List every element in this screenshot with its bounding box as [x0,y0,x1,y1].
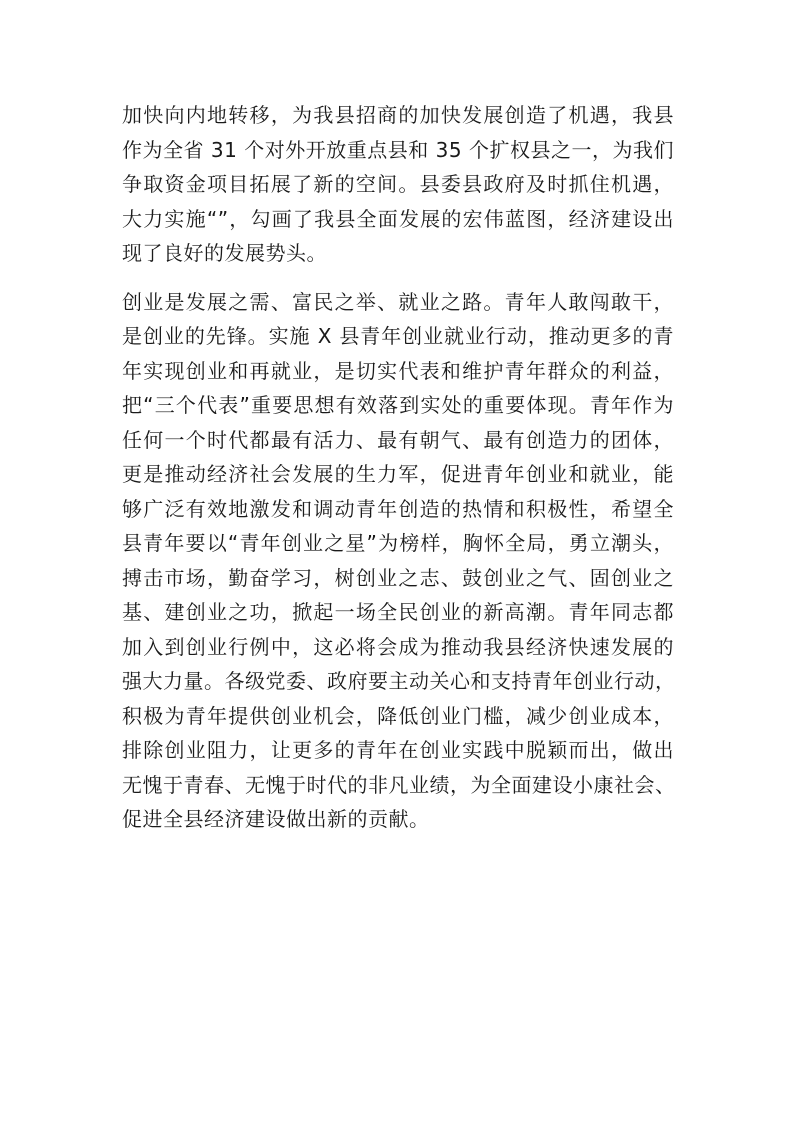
text-line: 作为全省 31 个对外开放重点县和 35 个扩权县之一，为我们 [122,137,674,162]
text-line: 搏击市场，勤奋学习，树创业之志、鼓创业之气、固创业之 [122,565,674,590]
text-line: 更是推动经济社会发展的生力军，促进青年创业和就业，能 [122,462,674,486]
text-line: 大力实施“”，勾画了我县全面发展的宏伟蓝图，经济建设出 [122,206,674,231]
text-line: 无愧于青春、无愧于时代的非凡业绩，为全面建设小康社会、 [122,772,676,797]
text-line: 任何一个时代都最有活力、最有朝气、最有创造力的团体， [122,427,674,452]
text-line: 基、建创业之功，掀起一场全民创业的新高潮。青年同志都 [122,600,674,624]
text-line: 县青年要以“青年创业之星”为榜样，胸怀全局，勇立潮头， [122,531,674,555]
text-line: 积极为青年提供创业机会，降低创业门槛，减少创业成本， [122,703,674,728]
text-line: 促进全县经济建设做出新的贡献。 [122,807,430,831]
text-line: 把“三个代表”重要思想有效落到实处的重要体现。青年作为 [122,393,674,417]
text-line: 现了良好的发展势头。 [122,241,327,265]
text-line: 加快向内地转移，为我县招商的加快发展创造了机遇，我县 [122,103,674,127]
paragraph-1 [122,98,674,271]
text-line: 排除创业阻力，让更多的青年在创业实践中脱颖而出，做出 [122,738,674,762]
text-line: 是创业的先锋。实施 X 县青年创业就业行动，推动更多的青 [122,324,674,348]
text-line: 够广泛有效地激发和调动青年创造的热情和积极性，希望全 [122,496,674,521]
document-body [122,98,674,837]
text-line: 强大力量。各级党委、政府要主动关心和支持青年创业行动， [122,669,676,693]
paragraph-2 [122,285,674,837]
text-line: 创业是发展之需、富民之举、就业之路。青年人敢闯敢干， [122,289,674,314]
text-line: 争取资金项目拓展了新的空间。县委县政府及时抓住机遇， [122,172,674,196]
text-line: 年实现创业和再就业，是切实代表和维护青年群众的利益， [122,358,674,383]
text-line: 加入到创业行例中，这必将会成为推动我县经济快速发展的 [122,634,674,659]
